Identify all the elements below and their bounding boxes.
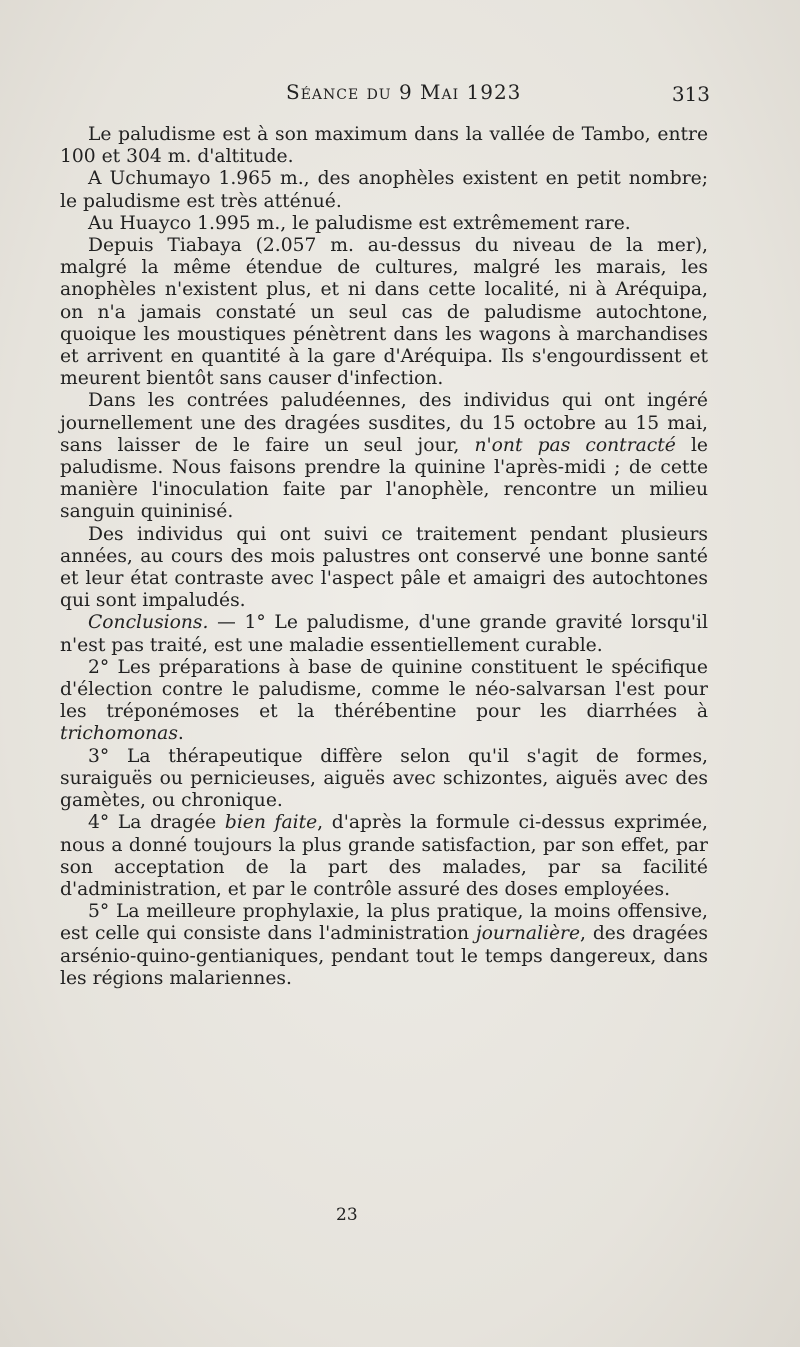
- text-run: — 1° Le paludisme, d'une grande gravité lorsqu'il n'est pas traité, est une maladie essentiellement curable.: [60, 612, 708, 656]
- text-run: , d'après la formule ci-dessus exprimée, nous a donné toujours la plus grande satisfaction, par son effet, par son acceptation de la part des malades, par sa facilité d'administration, et par le contrôle assuré des doses employées.: [60, 812, 708, 900]
- page-number: 313: [671, 82, 710, 106]
- text-run: 2° Les préparations à base de quinine constituent le spécifique d'élection contre le paludisme, comme le néo-salvarsan l'est pour les tréponémoses et la thérébentine pour les diarrhées à: [60, 656, 708, 723]
- text-run: .: [177, 723, 184, 745]
- running-title: Séance du 9 Mai 1923: [286, 80, 522, 104]
- signature-mark: 23: [336, 1205, 358, 1225]
- italic-run: bien faite: [224, 812, 318, 834]
- conclusions-paragraph: [60, 612, 708, 656]
- paragraph: Des individus qui ont suivi ce traitement pendant plusieurs années, au cours des mois palustres ont conservé une bonne santé et leur état contraste avec l'aspect pâle et amaigri des autochtones qui sont impaludés.: [60, 523, 708, 612]
- paragraph: [60, 901, 708, 990]
- conclusions-heading: Conclusions.: [88, 612, 209, 634]
- paragraph: A Uchumayo 1.965 m., des anophèles existent en petit nombre; le paludisme est très atténué.: [60, 168, 708, 212]
- text-run: 4° La dragée: [88, 812, 225, 834]
- running-header: [60, 72, 716, 108]
- text-run: , des dragées arsénio-quino-gentianiques, pendant tout le temps dangereux, dans les régions malariennes.: [60, 923, 708, 989]
- paragraph: [60, 657, 708, 746]
- paragraph: Au Huayco 1.995 m., le paludisme est extrêmement rare.: [88, 212, 631, 234]
- paragraph: [60, 812, 708, 901]
- text-run: le paludisme. Nous faisons prendre la quinine l'après-midi ; de cette manière l'inoculation faite par l'anophèle, rencontre un milieu sanguin quininisé.: [60, 434, 708, 523]
- italic-run: journalière: [475, 923, 581, 945]
- paragraph: 3° La thérapeutique diffère selon qu'il s'agit de formes, suraiguës ou pernicieuses, aiguës avec schizontes, aiguës avec des gamètes, ou chronique.: [60, 745, 708, 812]
- article-body: [60, 124, 708, 990]
- italic-run: trichomonas: [60, 723, 178, 745]
- italic-run: n'ont pas contracté: [474, 434, 676, 456]
- text-run: 5° La meilleure prophylaxie, la plus pratique, la moins offensive, est celle qui consiste dans l'administration: [60, 901, 708, 945]
- paragraph: Le paludisme est à son maximum dans la vallée de Tambo, entre 100 et 304 m. d'altitude.: [60, 124, 708, 168]
- paragraph: [60, 390, 708, 523]
- text-run: Dans les contrées paludéennes, des individus qui ont ingéré journellement une des dragées susdites, du 15 octobre au 15 mai, sans laisser de le faire un seul jour,: [60, 390, 708, 456]
- paragraph: Depuis Tiabaya (2.057 m. au-dessus du niveau de la mer), malgré la même étendue de cultures, malgré les marais, les anophèles n'existent plus, et ni dans cette localité, ni à Aréquipa, on n'a jamais constaté un seul cas de paludisme autochtone, quoique les moustiques pénètrent dans les wagons à marchandises et arrivent en quantité à la gare d'Aréquipa. Ils s'engourdissent et meurent bientôt sans causer d'infection.: [60, 235, 708, 390]
